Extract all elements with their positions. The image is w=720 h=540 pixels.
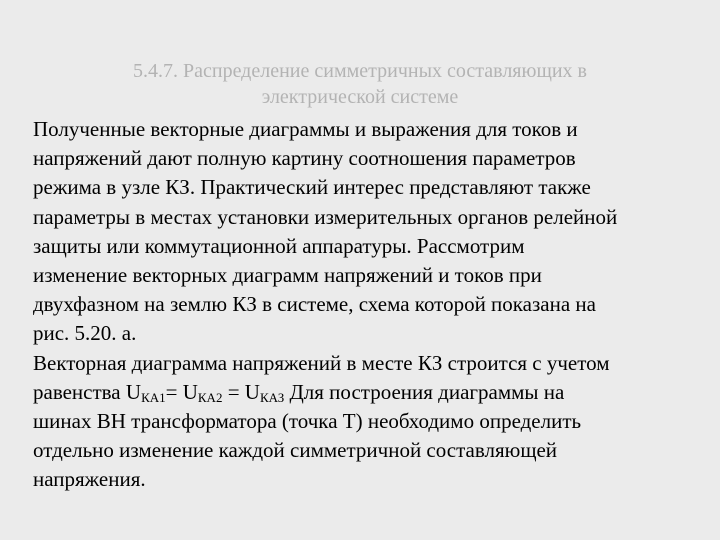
equals-sign: = — [222, 379, 245, 404]
title-line-1: 5.4.7. Распределение симметричных составляющих в — [132, 60, 587, 82]
voltage-subscript-1: КА1 — [141, 389, 166, 405]
paragraph-2-line: Векторная диаграмма напряжений в месте КЗ строится с учетом — [33, 350, 610, 375]
paragraph-1-line: Полученные векторные диаграммы и выражения для токов и — [33, 117, 578, 141]
paragraph-1 — [33, 115, 703, 349]
formula-prefix: равенства — [33, 379, 126, 404]
paragraph-1-line: двухфазном на землю КЗ в системе, схема которой показана на — [33, 292, 596, 317]
paragraph-2 — [33, 349, 703, 495]
equals-sign: = — [165, 379, 183, 404]
voltage-subscript-3: КАЗ — [259, 389, 285, 405]
slide-title — [40, 58, 680, 110]
paragraph-2-line: шинах ВН трансформатора (точка Т) необходимо определить — [33, 409, 582, 434]
paragraph-2-line: отдельно изменение каждой симметричной составляющей — [33, 438, 558, 463]
paragraph-1-line: рис. 5.20. а. — [33, 321, 137, 346]
paragraph-1-line: параметры в местах установки измерительных органов релейной — [33, 204, 618, 229]
paragraph-1-line: защиты или коммутационной аппаратуры. Рассмотрим — [33, 233, 525, 258]
voltage-symbol: U — [125, 379, 142, 404]
voltage-symbol: U — [182, 379, 198, 404]
paragraph-1-line: режима в узле КЗ. Практический интерес представляют также — [33, 175, 591, 200]
voltage-symbol: U — [244, 379, 260, 404]
voltage-subscript-2: КА2 — [197, 389, 223, 405]
formula-suffix: Для построения диаграммы на — [284, 379, 565, 404]
body-text — [33, 115, 703, 495]
title-line-2: электрической системе — [261, 86, 459, 108]
paragraph-1-line: изменение векторных диаграмм напряжений и токов при — [33, 263, 542, 288]
paragraph-1-line: напряжений дают полную картину соотношения параметров — [33, 146, 576, 171]
paragraph-2-formula-line — [33, 378, 703, 407]
paragraph-2-line: напряжения. — [33, 467, 146, 492]
